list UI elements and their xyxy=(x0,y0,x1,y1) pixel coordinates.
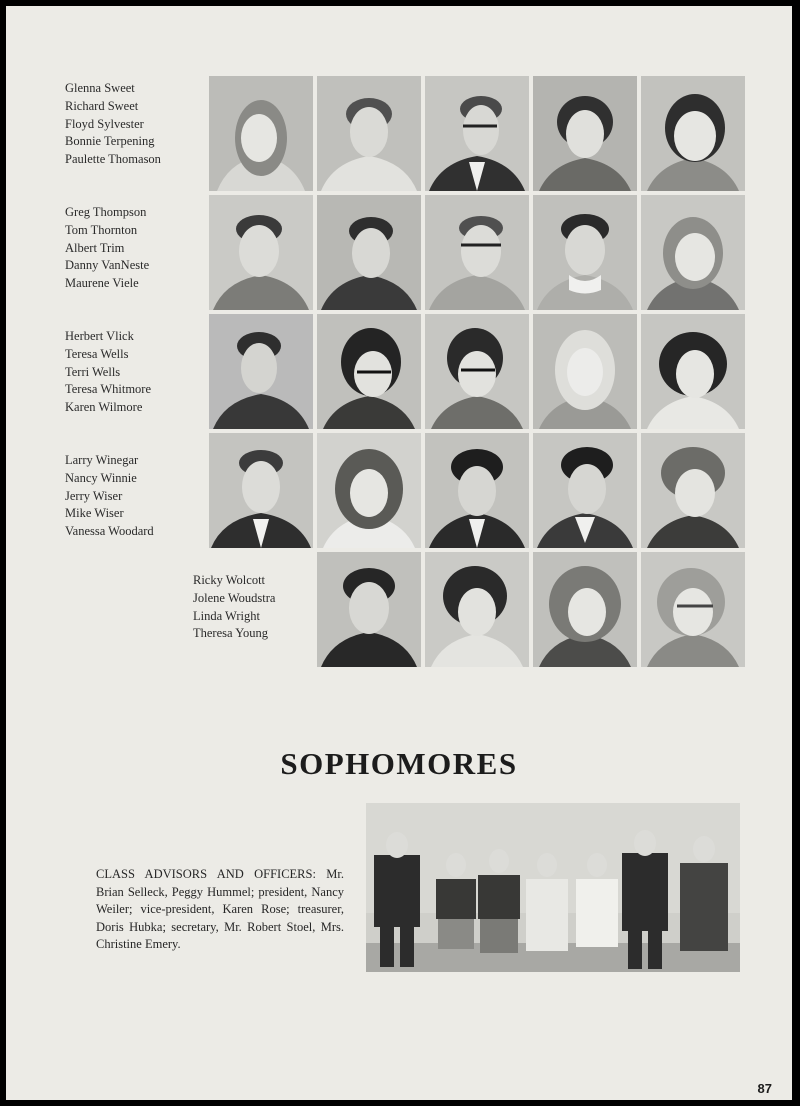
officers-caption: CLASS ADVISORS AND OFFICERS: Mr. Brian Selleck, Peggy Hummel; president, Nancy Weiler; vice-president, Karen Rose; treasurer, Doris Hubka; secretary, Mr. Robert Stoel, Mrs. Christine Emery. xyxy=(96,867,344,951)
student-portrait xyxy=(317,76,421,191)
officers-group-photo xyxy=(366,803,740,972)
student-portrait xyxy=(209,433,313,548)
student-name: Karen Wilmore xyxy=(65,400,143,415)
student-portrait xyxy=(533,314,637,429)
student-portrait xyxy=(425,433,529,548)
student-portrait xyxy=(317,195,421,310)
student-name: Vanessa Woodard xyxy=(65,524,154,539)
student-name: Tom Thornton xyxy=(65,222,138,237)
student-name: Glenna Sweet xyxy=(65,81,135,95)
name-list-row-3 xyxy=(65,328,151,417)
name-list-row-4 xyxy=(65,452,154,541)
student-portrait xyxy=(317,552,421,667)
student-name: Albert Trim xyxy=(65,240,125,255)
student-name: Paulette Thomason xyxy=(65,152,161,167)
student-portrait xyxy=(641,195,745,310)
student-portrait xyxy=(317,314,421,429)
name-list-row-1 xyxy=(65,80,161,169)
student-portrait xyxy=(533,76,637,191)
student-portrait xyxy=(641,76,745,191)
student-name: Herbert Vlick xyxy=(65,329,134,343)
name-list-row-2 xyxy=(65,204,149,293)
student-name: Teresa Whitmore xyxy=(65,382,152,397)
student-name: Greg Thompson xyxy=(65,205,147,219)
student-portrait xyxy=(425,76,529,191)
student-portrait xyxy=(641,314,745,429)
student-name: Jerry Wiser xyxy=(65,488,123,503)
student-portrait xyxy=(425,314,529,429)
student-portrait xyxy=(209,76,313,191)
student-name: Richard Sweet xyxy=(65,98,139,113)
student-name: Terri Wells xyxy=(65,364,121,379)
student-portrait xyxy=(533,195,637,310)
student-portrait xyxy=(209,314,313,429)
student-name: Larry Winegar xyxy=(65,453,139,467)
section-title: SOPHOMORES xyxy=(280,746,518,781)
student-name: Floyd Sylvester xyxy=(65,116,144,131)
page-number: 87 xyxy=(757,1081,772,1096)
student-portrait xyxy=(209,195,313,310)
student-name: Linda Wright xyxy=(193,608,260,623)
student-portrait xyxy=(533,433,637,548)
student-portrait xyxy=(533,552,637,667)
name-list-row-5 xyxy=(193,572,275,643)
student-portrait xyxy=(641,433,745,548)
student-name: Ricky Wolcott xyxy=(193,573,266,587)
student-name: Maurene Viele xyxy=(65,276,139,291)
student-name: Teresa Wells xyxy=(65,346,129,361)
yearbook-page xyxy=(6,6,792,1100)
student-portrait xyxy=(641,552,745,667)
student-name: Bonnie Terpening xyxy=(65,134,155,149)
student-portrait xyxy=(425,552,529,667)
student-portrait xyxy=(317,433,421,548)
student-name: Theresa Young xyxy=(193,626,268,641)
student-name: Danny VanNeste xyxy=(65,258,150,273)
student-name: Nancy Winnie xyxy=(65,470,137,485)
student-name: Mike Wiser xyxy=(65,506,124,521)
student-name: Jolene Woudstra xyxy=(193,590,276,605)
student-portrait xyxy=(425,195,529,310)
